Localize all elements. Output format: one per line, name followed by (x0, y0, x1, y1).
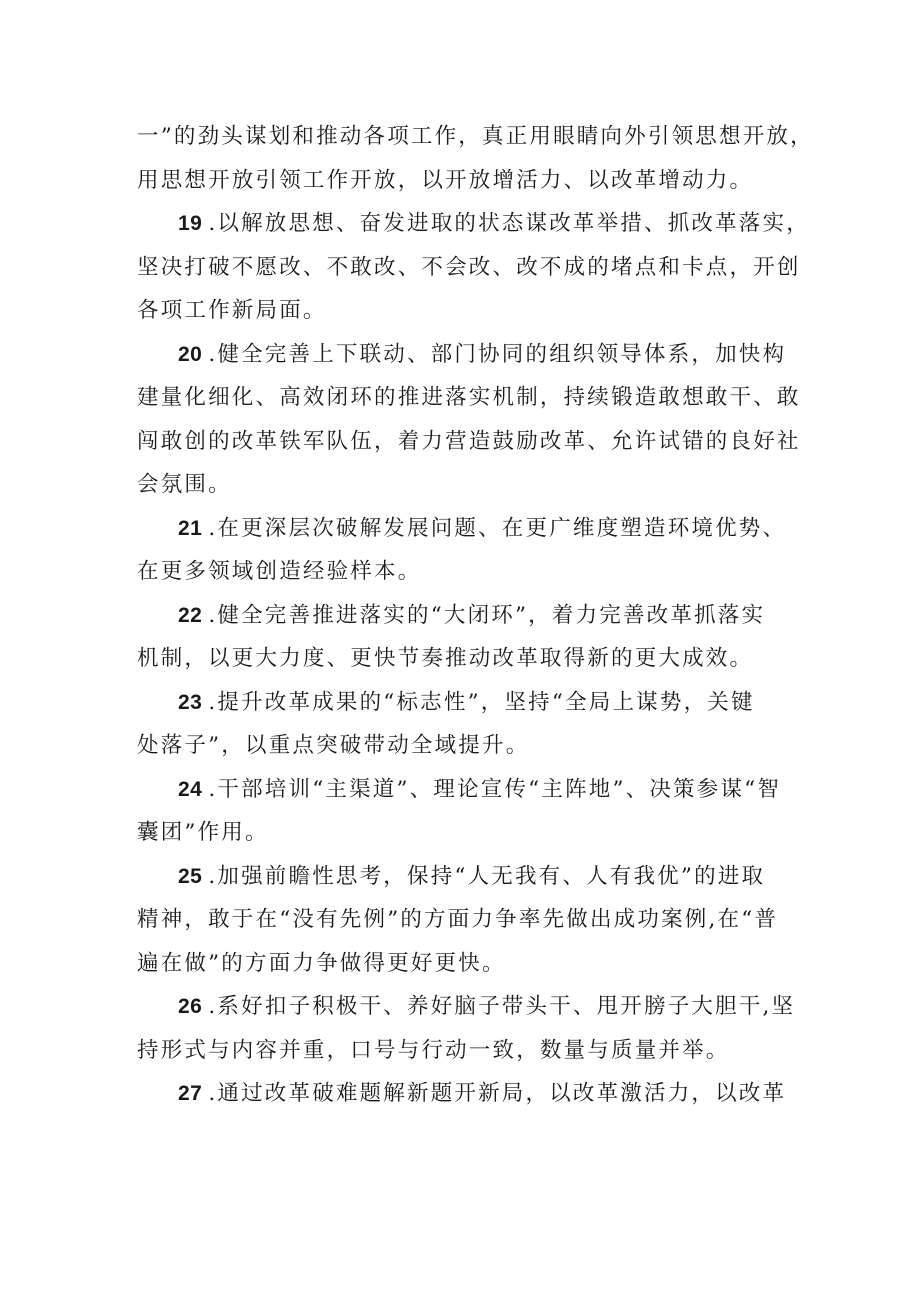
item-number: 19 (178, 212, 203, 235)
line-text: .在更深层次破解发展问题、在更广维度塑造环境优势、 (208, 515, 787, 541)
line-text: 囊团”作用。 (137, 820, 269, 845)
line-text: 在更多领域创造经验样本。 (137, 559, 422, 584)
text-line (137, 376, 801, 420)
line-text: 机制，以更大力度、更快节奏推动改革取得新的更大成效。 (137, 646, 754, 671)
text-line (137, 463, 797, 507)
line-text: .系好扣子积极干、养好脑子带头干、甩开膀子大胆干,坚 (208, 994, 796, 1019)
paragraph-start-line (137, 594, 797, 638)
text-line (137, 811, 797, 855)
item-number: 20 (178, 342, 203, 366)
line-text: .干部培训“主渠道”、理论宣传“主阵地”、决策参谋“智 (208, 776, 782, 802)
line-text: 持形式与内容并重，口号与行动一致，数量与质量并举。 (137, 1037, 730, 1063)
line-text: 精神，敢于在“没有先例”的方面力争率先做出成功案例,在“普 (137, 907, 779, 932)
line-text: 闯敢创的改革铁军队伍，着力营造鼓励改革、允许试错的良好社 (137, 428, 801, 454)
line-text: .加强前瞻性思考，保持“人无我有、人有我优”的进取 (208, 863, 766, 889)
paragraph-start-line (137, 855, 797, 899)
text-line (137, 550, 797, 594)
line-text: 各项工作新局面。 (137, 298, 327, 323)
item-number: 21 (178, 516, 203, 540)
paragraph-start-line (137, 507, 797, 551)
line-text: .健全完善上下联动、部门协同的组织领导体系，加快构 (208, 341, 787, 367)
text-line (137, 724, 797, 768)
text-line (137, 115, 814, 159)
text-line (137, 159, 797, 203)
line-text: 一”的劲头谋划和推动各项工作，真正用眼睛向外引领思想开放， (137, 124, 814, 149)
line-text: 坚决打破不愿改、不敢改、不会改、改不成的堵点和卡点，开创 (137, 254, 801, 280)
text-line (137, 637, 797, 681)
paragraph-start-line (137, 202, 810, 246)
paragraph-start-line (137, 681, 797, 725)
line-text: 遍在做”的方面力争做得更好更快。 (137, 950, 506, 976)
text-line (137, 942, 797, 986)
line-text: .以解放思想、奋发进取的状态谋改革举措、抓改革落实， (208, 211, 810, 236)
text-line (137, 1029, 797, 1073)
paragraph-start-line (137, 333, 797, 377)
text-line (137, 289, 797, 333)
line-text: 会氛围。 (137, 472, 232, 497)
text-line (137, 898, 797, 942)
item-number: 26 (178, 995, 203, 1018)
line-text: 用思想开放引领工作开放，以开放增活力、以改革增动力。 (137, 167, 754, 193)
paragraph-start-line (137, 985, 797, 1029)
item-number: 27 (178, 1082, 203, 1105)
line-text: 建量化细化、高效闭环的推进落实机制，持续锻造敢想敢干、敢 (137, 385, 801, 410)
item-number: 22 (178, 603, 203, 627)
paragraph-start-line (137, 1072, 797, 1116)
item-number: 25 (178, 864, 203, 888)
paragraph-start-line (137, 768, 797, 812)
item-number: 23 (178, 690, 203, 714)
item-number: 24 (178, 777, 203, 801)
line-text: 处落子”，以重点突破带动全域提升。 (137, 733, 530, 758)
line-text: .健全完善推进落实的“大闭环”，着力完善改革抓落实 (208, 602, 766, 628)
line-text: .提升改革成果的“标志性”，坚持“全局上谋势，关键 (208, 689, 755, 715)
line-text: .通过改革破难题解新题开新局，以改革激活力，以改革 (208, 1081, 787, 1106)
text-line (137, 246, 801, 290)
document-body (137, 115, 814, 1116)
text-line (137, 420, 801, 464)
